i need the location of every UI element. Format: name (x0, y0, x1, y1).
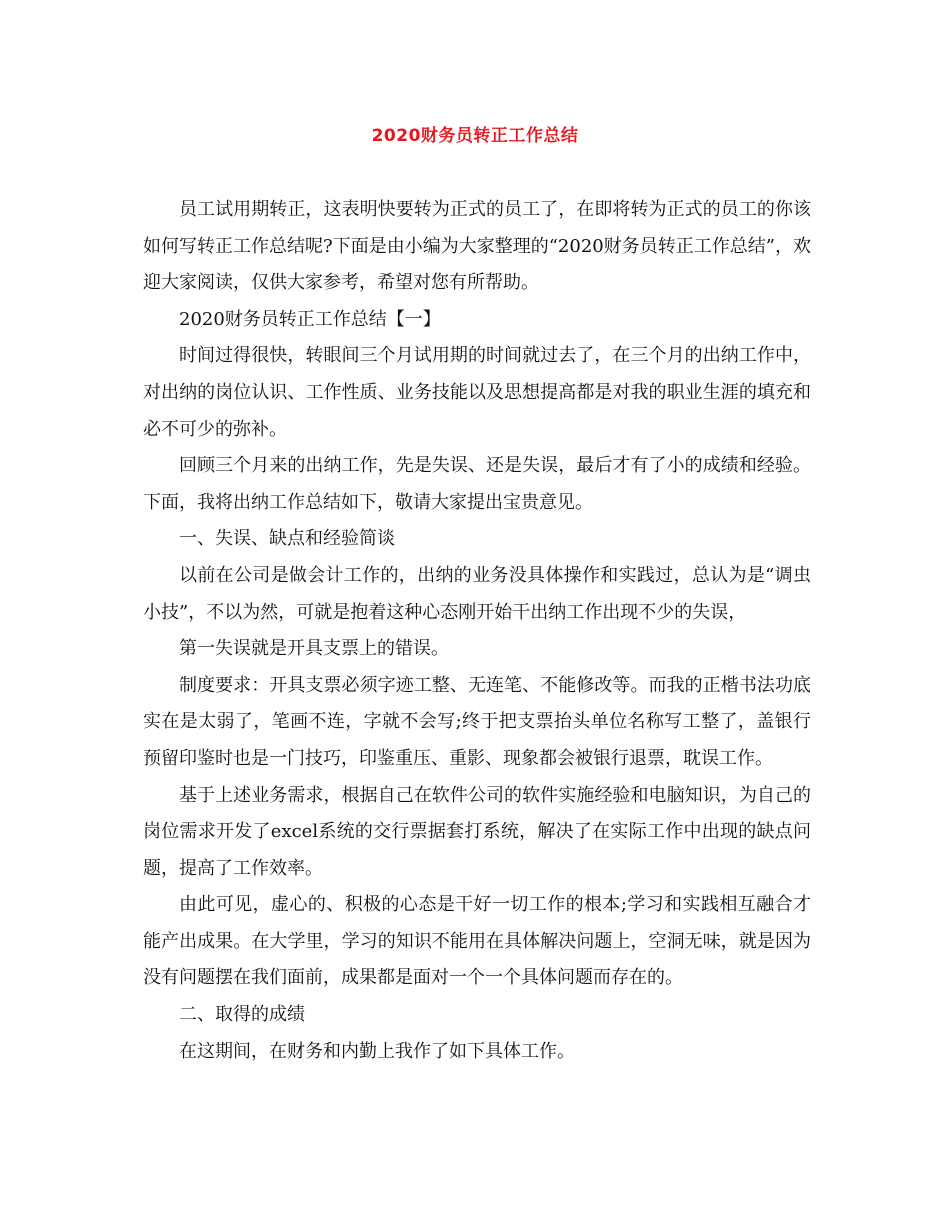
paragraph: 时间过得很快，转眼间三个月试用期的时间就过去了，在三个月的出纳工作中，对出纳的岗位认识、工作性质、业务技能以及思想提高都是对我的职业生涯的填充和必不可少的弥补。 (143, 345, 811, 440)
paragraph: 在这期间，在财务和内勤上我作了如下具体工作。 (179, 1040, 575, 1062)
paragraph: 制度要求：开具支票必须字迹工整、无连笔、不能修改等。而我的正楷书法功底实在是太弱了，笔画不连，字就不会写;终于把支票抬头单位名称写工整了，盖银行预留印鉴时也是一门技巧，印鉴重压、重影、现象都会被银行退票，耽误工作。 (143, 674, 811, 769)
paragraph-intro: 员工试用期转正，这表明快要转为正式的员工了，在即将转为正式的员工的你该如何写转正工作总结呢?下面是由小编为大家整理的“2020财务员转正工作总结”，欢迎大家阅读，仅供大家参考，希望对您有所帮助。 (143, 199, 811, 294)
paragraph: 基于上述业务需求，根据自己在软件公司的软件实施经验和电脑知识，为自己的岗位需求开发了excel系统的交行票据套打系统，解决了在实际工作中出现的缺点问题，提高了工作效率。 (143, 784, 811, 879)
paragraph: 第一失误就是开具支票上的错误。 (179, 638, 449, 660)
section-heading-one: 2020财务员转正工作总结【一】 (179, 308, 441, 330)
subheading-achievements: 二、取得的成绩 (179, 1004, 305, 1026)
subheading-mistakes: 一、失误、缺点和经验简谈 (179, 528, 395, 550)
paragraph: 回顾三个月来的出纳工作，先是失误、还是失误，最后才有了小的成绩和经验。下面，我将出纳工作总结如下，敬请大家提出宝贵意见。 (143, 455, 811, 513)
page-title: 2020财务员转正工作总结 (371, 126, 579, 146)
paragraph: 以前在公司是做会计工作的，出纳的业务没具体操作和实践过，总认为是“调虫小技”，不以为然，可就是抱着这种心态刚开始干出纳工作出现不少的失误， (143, 564, 811, 623)
paragraph: 由此可见，虚心的、积极的心态是干好一切工作的根本;学习和实践相互融合才能产出成果。在大学里，学习的知识不能用在具体解决问题上，空洞无味，就是因为没有问题摆在我们面前，成果都是面对一个一个具体问题而存在的。 (143, 894, 811, 989)
document-body (143, 192, 811, 1070)
